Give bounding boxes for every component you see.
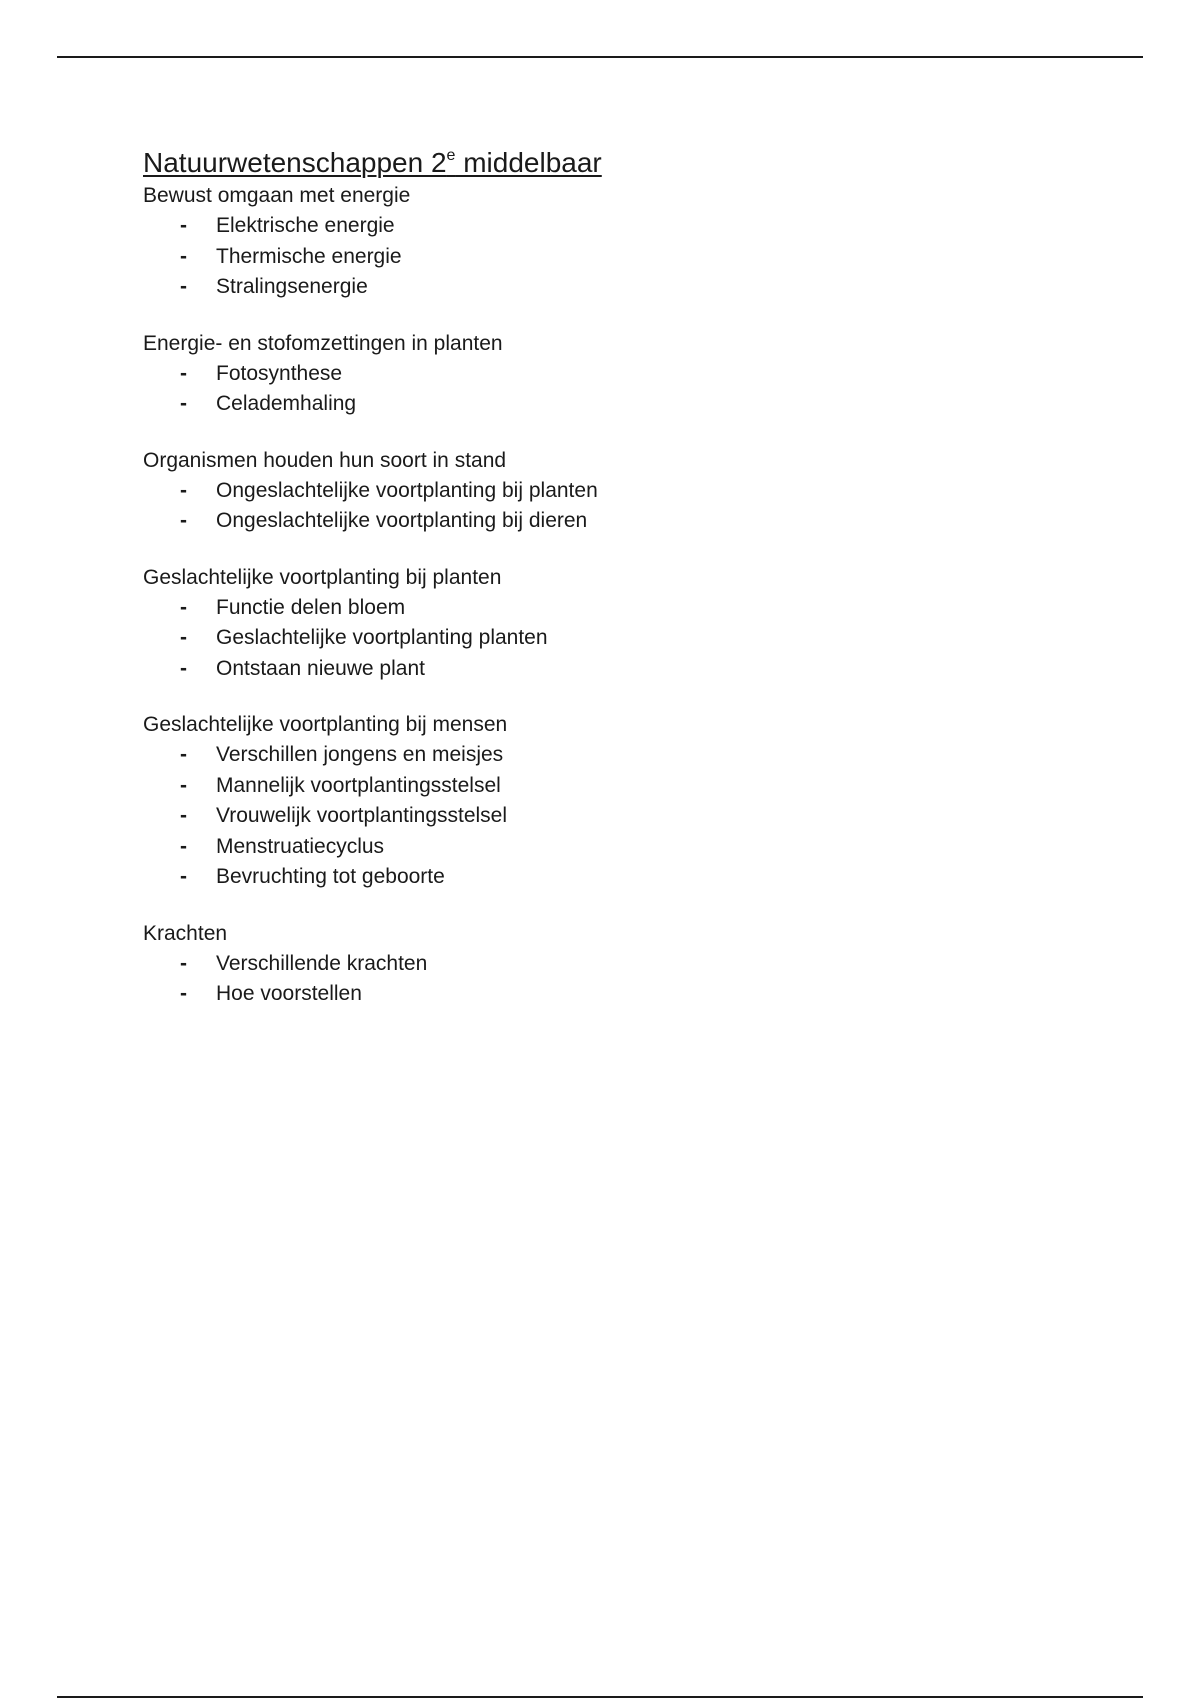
list-item: [143, 832, 1043, 863]
list-item: [143, 801, 1043, 832]
list-item-text: Functie delen bloem: [216, 595, 406, 619]
bullet-dash: -: [180, 509, 187, 532]
list-item: [143, 242, 1043, 273]
section-heading: Geslachtelijke voortplanting bij planten: [143, 565, 502, 589]
title-rest: middelbaar: [455, 147, 602, 178]
bullet-list: [143, 949, 1043, 1010]
section: [143, 329, 1043, 420]
list-item: [143, 979, 1043, 1010]
list-item: [143, 359, 1043, 390]
bullet-list: [143, 476, 1043, 537]
bullet-dash: -: [180, 865, 187, 888]
list-item-text: Verschillen jongens en meisjes: [216, 743, 504, 766]
section: [143, 710, 1043, 893]
list-item: [143, 654, 1043, 685]
title-superscript: e: [446, 147, 456, 164]
list-item-text: Fotosynthese: [216, 361, 343, 385]
list-item: [143, 623, 1043, 654]
bullet-dash: -: [180, 595, 187, 619]
list-item-text: Ongeslachtelijke voortplanting bij planten: [216, 478, 598, 502]
list-item-text: Menstruatiecyclus: [216, 834, 385, 858]
bullet-list: [143, 359, 1043, 420]
list-item: [143, 949, 1043, 980]
bullet-list: [143, 593, 1043, 685]
list-item-text: Bevruchting tot geboorte: [216, 865, 445, 888]
title-main: Natuurwetenschappen 2: [143, 147, 447, 178]
bullet-dash: -: [180, 834, 187, 858]
list-item-text: Celademhaling: [216, 392, 357, 415]
bullet-dash: -: [180, 982, 187, 1005]
footer-rule: [57, 1696, 1143, 1698]
list-item: [143, 506, 1043, 537]
bullet-dash: -: [180, 773, 187, 797]
section-heading: Geslachtelijke voortplanting bij mensen: [143, 713, 508, 736]
header-rule: [57, 56, 1143, 58]
list-item-text: Hoe voorstellen: [216, 982, 362, 1005]
list-item: [143, 211, 1043, 242]
bullet-dash: -: [180, 804, 187, 827]
list-item: [143, 476, 1043, 507]
list-item: [143, 389, 1043, 420]
section: [143, 563, 1043, 685]
bullet-dash: -: [180, 478, 187, 502]
document-title: [143, 145, 1043, 181]
list-item: [143, 593, 1043, 624]
list-item-text: Verschillende krachten: [216, 951, 428, 975]
list-item-text: Geslachtelijke voortplanting planten: [216, 626, 548, 649]
bullet-dash: -: [180, 626, 187, 649]
bullet-dash: -: [180, 392, 187, 415]
bullet-list: [143, 740, 1043, 893]
document-content: [143, 145, 1043, 1036]
bullet-dash: -: [180, 361, 187, 385]
list-item-text: Vrouwelijk voortplantingsstelsel: [216, 804, 508, 827]
bullet-dash: -: [180, 244, 187, 268]
section-heading: Organismen houden hun soort in stand: [143, 448, 507, 472]
section: [143, 919, 1043, 1010]
bullet-dash: -: [180, 214, 187, 237]
list-item: [143, 862, 1043, 893]
bullet-dash: -: [180, 275, 187, 298]
section-heading: Energie- en stofomzettingen in planten: [143, 331, 503, 355]
list-item-text: Mannelijk voortplantingsstelsel: [216, 773, 501, 797]
list-item-text: Thermische energie: [216, 244, 402, 268]
list-item-text: Ontstaan nieuwe plant: [216, 656, 425, 680]
section: [143, 181, 1043, 303]
list-item: [143, 740, 1043, 771]
section-list: [143, 181, 1043, 1010]
section: [143, 446, 1043, 537]
list-item-text: Elektrische energie: [216, 214, 395, 237]
list-item-text: Stralingsenergie: [216, 275, 368, 298]
list-item-text: Ongeslachtelijke voortplanting bij dieren: [216, 509, 588, 532]
section-heading: Bewust omgaan met energie: [143, 184, 411, 207]
bullet-dash: -: [180, 951, 187, 975]
list-item: [143, 771, 1043, 802]
list-item: [143, 272, 1043, 303]
section-heading: Krachten: [143, 921, 228, 945]
bullet-dash: -: [180, 743, 187, 766]
bullet-dash: -: [180, 656, 187, 680]
bullet-list: [143, 211, 1043, 303]
